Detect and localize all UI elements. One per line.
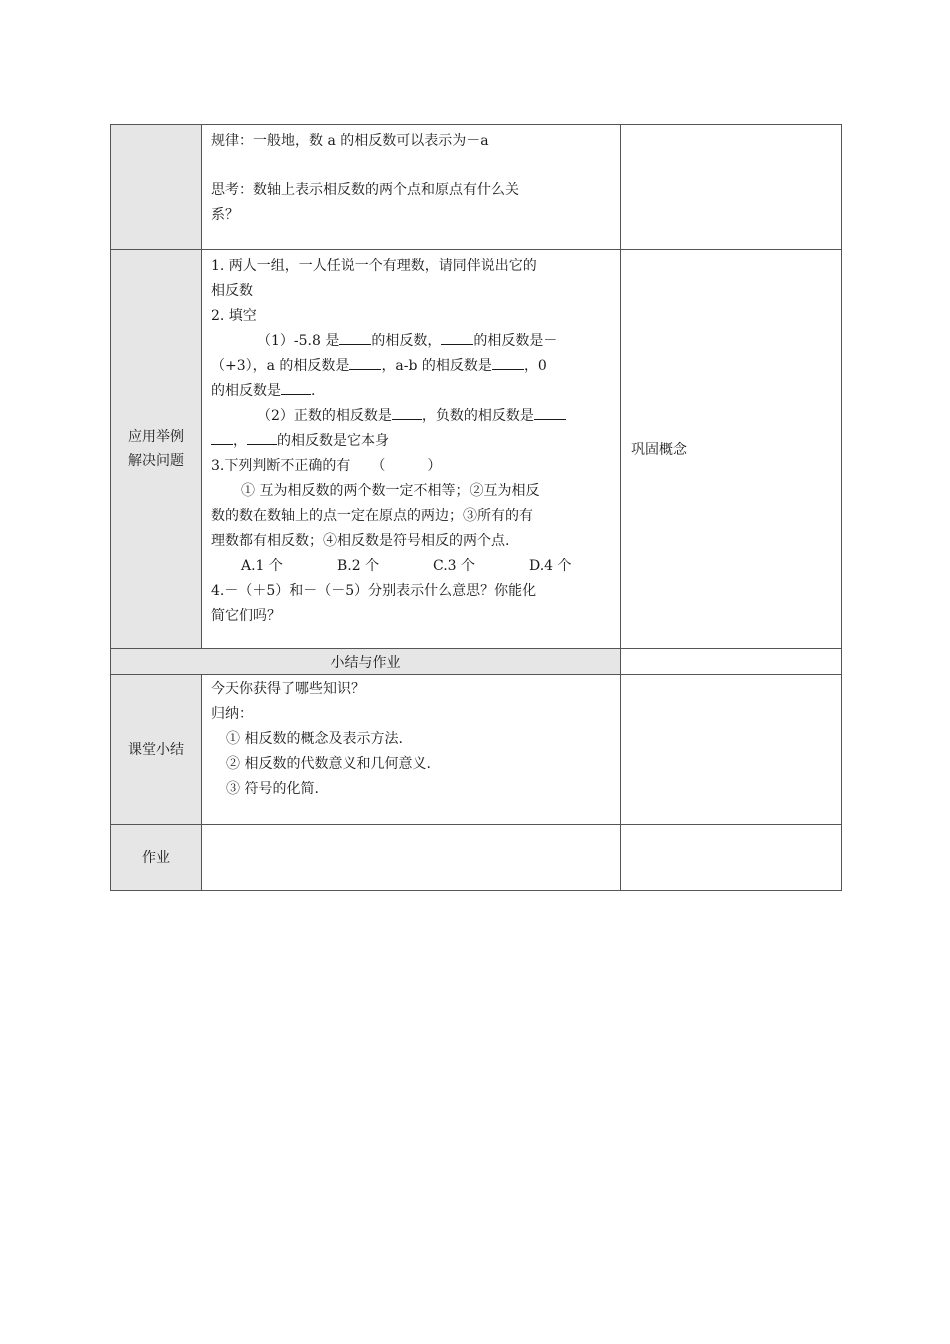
note-cell-homework (621, 825, 842, 891)
table-row-section (111, 649, 842, 675)
row-label-homework: 作业 (111, 825, 202, 891)
text-fragment: 的相反数是 (211, 383, 281, 399)
question-3-line3: 理数都有相反数；④相反数是符号相反的两个点. (211, 533, 510, 549)
text-fragment: ，a-b 的相反数是 (381, 358, 492, 374)
option-a: A.1 个 (241, 558, 283, 574)
content-cell-application (202, 250, 621, 649)
question-1-line2: 相反数 (211, 283, 253, 299)
question-3-line1: ① 互为相反数的两个数一定不相等；②互为相反 (241, 483, 540, 499)
row-label-line1: 应用举例 (128, 429, 184, 445)
text-fragment: （+3），a 的相反数是 (211, 358, 350, 374)
text-fragment: 的相反数是它本身 (277, 433, 389, 449)
answer-blank (492, 355, 524, 370)
option-d: D.4 个 (529, 558, 572, 574)
question-2-1-line3 (211, 379, 612, 404)
question-2-1-line1 (211, 329, 612, 354)
answer-blank (339, 330, 371, 345)
spacer (211, 154, 612, 178)
question-3-options (211, 554, 612, 579)
text-fragment: （1）-5.8 是 (257, 333, 340, 349)
table-row-homework (111, 825, 842, 891)
note-cell-summary (621, 675, 842, 825)
option-c: C.3 个 (433, 558, 476, 574)
text-fragment: 的相反数是－ (473, 333, 558, 349)
question-3-line2: 数的数在数轴上的点一定在原点的两边；③所有的有 (211, 508, 533, 524)
question-2-title: 2. 填空 (211, 308, 257, 324)
summary-point-1: ① 相反数的概念及表示方法. (226, 731, 403, 747)
summary-point-3: ③ 符号的化简. (226, 781, 319, 797)
answer-blank (441, 330, 473, 345)
answer-blank (534, 405, 566, 420)
rule-text: 规律：一般地，数 a 的相反数可以表示为－a (211, 133, 489, 149)
thinking-text-line2: 系？ (211, 207, 239, 223)
row-label-application (111, 250, 202, 649)
text-fragment: （2）正数的相反数是 (257, 408, 392, 424)
question-2-2-line2 (211, 429, 612, 454)
table-row-rule (111, 125, 842, 250)
section-side-cell (621, 649, 842, 675)
text-fragment: 的相反数， (371, 333, 442, 349)
answer-blank (392, 405, 422, 420)
question-4-line1: 4.－（＋5）和－（－5）分别表示什么意思？你能化 (211, 583, 537, 599)
question-1-line1: 1. 两人一组，一人任说一个有理数，请同伴说出它的 (211, 258, 537, 274)
row-label-empty (111, 125, 202, 250)
answer-blank (247, 430, 277, 445)
row-label-summary: 课堂小结 (111, 675, 202, 825)
row-label-line2: 解决问题 (128, 453, 184, 469)
question-2-1-line2 (211, 354, 612, 379)
lesson-plan-table (110, 124, 842, 891)
text-fragment: ，负数的相反数是 (421, 408, 534, 424)
summary-question: 今天你获得了哪些知识？ (211, 681, 365, 697)
text-fragment: . (311, 383, 316, 399)
table-row-summary (111, 675, 842, 825)
content-cell-rule (202, 125, 621, 250)
answer-blank (281, 380, 311, 395)
note-cell-application: 巩固概念 (621, 250, 842, 649)
note-cell-rule (621, 125, 842, 250)
text-fragment: ，0 (523, 358, 547, 374)
answer-blank (211, 430, 233, 445)
answer-blank (349, 355, 381, 370)
summary-point-2: ② 相反数的代数意义和几何意义. (226, 756, 431, 772)
option-b: B.2 个 (337, 558, 380, 574)
content-cell-homework (202, 825, 621, 891)
section-title: 小结与作业 (111, 649, 621, 675)
content-cell-summary (202, 675, 621, 825)
thinking-text-line1: 思考：数轴上表示相反数的两个点和原点有什么关 (211, 182, 519, 198)
summary-conclude: 归纳： (211, 706, 253, 722)
text-fragment: ， (233, 433, 247, 449)
table-row-application (111, 250, 842, 649)
question-4-line2: 简它们吗？ (211, 608, 281, 624)
question-2-2-line1 (211, 404, 612, 429)
question-3-title: 3.下列判断不正确的有 （ ） (211, 458, 442, 474)
